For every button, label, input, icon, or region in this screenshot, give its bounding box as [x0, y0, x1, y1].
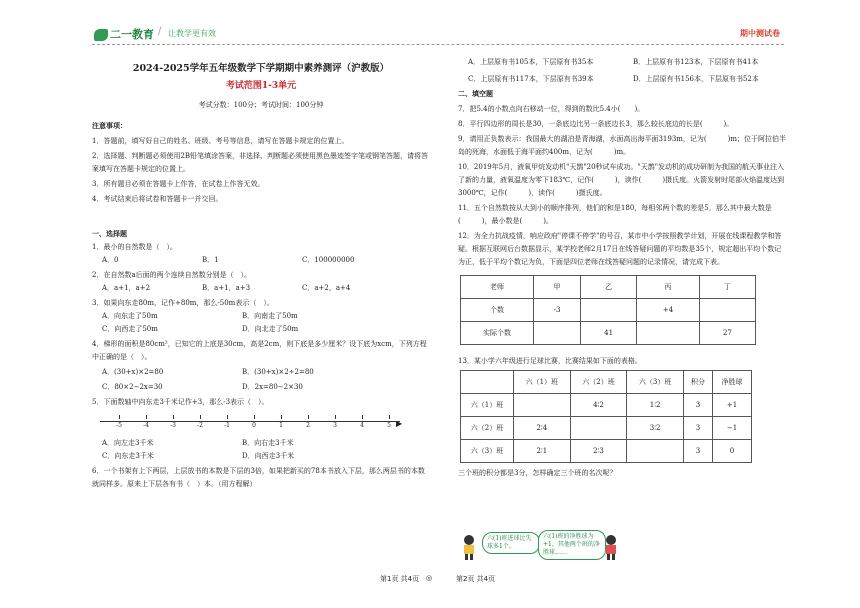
- q3-option-b: B．向南走了50m: [242, 312, 298, 320]
- question-1: 1．最小的自然数是（ ）。: [92, 243, 177, 251]
- q1-option-b: B．1: [202, 256, 219, 264]
- exam-title: 2024-2025学年五年级数学下学期期中素养测评（沪教版）: [132, 63, 390, 74]
- q3-options-ab: [92, 310, 430, 323]
- header-divider: [92, 44, 784, 45]
- q5-option-d: D．向西走3千米: [242, 452, 295, 460]
- question-6: 6．一个书架有上下两层，上层放书的本数是下层的3倍，如果把新买的78本书放入下层，那么两层书的本数就同样多。原来上下层各有书（ ）本。（用方程解）: [92, 467, 425, 488]
- q1-option-a: A．0: [102, 256, 119, 264]
- divider-slash: /: [158, 26, 162, 37]
- notes-title: 注意事项：: [92, 122, 127, 130]
- table-row: 六（3）班 2∶1 2∶3 3 0: [461, 440, 752, 463]
- tick: 5: [382, 412, 396, 432]
- table-q12: [460, 275, 756, 345]
- section-choice: 一、选择题: [92, 230, 127, 238]
- cartoon-illustration: [460, 528, 660, 570]
- question-11: 11．五个自然数按从大到小的顺序排列，他们的和是180，每相邻两个数的差是5，那么其中最大数是( )，最小数是( )。: [458, 204, 772, 225]
- q4-option-b: B．(30+x)×2÷2=80: [242, 368, 314, 376]
- section-fill: 二、填空题: [458, 90, 493, 98]
- tick: -2: [193, 412, 207, 432]
- number-line-arrow: ▶: [396, 419, 403, 428]
- tick: -4: [139, 412, 153, 432]
- q6-options-cd: [458, 73, 788, 86]
- q6-option-d: D．上层原有书156本，下层原有书52本: [633, 75, 759, 83]
- q3-option-c: C．向西走了50m: [102, 325, 158, 333]
- q4-option-a: A．(30+x)×2=80: [102, 368, 164, 376]
- table-q13: [460, 370, 752, 463]
- question-9: 9．请用正负数表示：我国最大的湖泊是青海湖，水面高出海平面3193m，记为( )m；位于阿拉伯半岛的死海，水面低于海平面约400m，记为( )m。: [458, 135, 787, 156]
- q2-option-b: B．a+1，a+3: [202, 284, 251, 292]
- note-3: 3．所有题目必须在答题卡上作答，在试卷上作答无效。: [92, 180, 265, 188]
- q1-options: [92, 254, 430, 267]
- exam-info: 考试分数：100分；考试时间：100分钟: [198, 101, 324, 109]
- table-row: 六（1）班 六（2）班 六（3）班 积分 净胜球: [461, 371, 752, 394]
- q4-options-cd: [92, 381, 430, 394]
- q5-options-ab: [92, 437, 430, 450]
- table-row: 个数 -3 +4: [461, 299, 756, 322]
- question-3: 3．如果向东走80m，记作+80m，那么-50m表示（ ）。: [92, 299, 274, 307]
- tick: -5: [112, 412, 126, 432]
- page-number-right: 第2页 共4页: [456, 575, 496, 583]
- note-2: 2．选择题、判断题必须使用2B铅笔填涂答案，非选择、判断题必须使用黑色墨迹签字笔或钢笔答题，请将答案填写在答题卡规定的位置上。: [92, 152, 429, 173]
- q2-option-c: C．a+2，a+4: [302, 284, 351, 292]
- question-7: 7．把5.4的小数点向右移动一位，得到的数比5.4小( )。: [458, 105, 645, 113]
- note-1: 1．答题前，填写好自己的姓名、班级、考号等信息，请写在答题卡规定的位置上。: [92, 137, 349, 145]
- q4-options-ab: [92, 366, 430, 379]
- q6-options-ab: [458, 56, 788, 69]
- q2-option-a: A．a+1，a+2: [102, 284, 151, 292]
- tick: 1: [274, 412, 288, 432]
- left-column: [92, 50, 430, 491]
- page-header: [0, 0, 860, 50]
- q3-option-d: D．向北走了50m: [242, 325, 299, 333]
- question-13: 13．某小学六年级进行足球比赛，比赛结果如下面的表格。: [458, 357, 642, 365]
- exam-type-label: 期中测试卷: [740, 29, 780, 38]
- question-8: 8．平行四边形的周长是30，一条底边比另一条底边长3，那么较长底边的长是( )。: [458, 120, 734, 128]
- speech-bubble-1: 六(1)班进球比失球多1个。: [482, 532, 540, 554]
- tick: 2: [301, 412, 315, 432]
- q6-option-b: B．上层原有书123本，下层原有书41本: [633, 58, 759, 66]
- tick: 4: [355, 412, 369, 432]
- question-13-prompt: 三个班的积分都是3分，怎样确定三个班的名次呢？: [458, 469, 617, 477]
- exam-scope: 考试范围1-3单元: [225, 81, 297, 91]
- note-4: 4．考试结束后将试卷和答题卡一并交回。: [92, 195, 223, 203]
- q4-option-d: D．2x=80−2×30: [242, 383, 303, 391]
- number-line: [92, 411, 430, 433]
- question-12: 12．为全力抗战疫情，响应政府"停课不停学"的号召，某市中小学按照教学计划，开展在线课程教学和答疑。根据互联网后台数据显示，某学校老师2月17日在线答疑问题的平均数是35个，规定超出平均个数记为正，低于平均个数记为负，下面是四位老师在线答疑问题的记录情况，请完成下表。: [458, 232, 782, 266]
- q3-options-cd: [92, 323, 430, 336]
- binding-mark: ◎: [426, 574, 433, 582]
- q6-option-a: A．上层原有书105本，下层原有书35本: [468, 58, 594, 66]
- question-10: 10．2019年5月，液氧甲烷发动机"天鹊"20秒试车成功。"天鹊"发动机的成功研制为我国的航天事业注入了新的力量，液氧温度为零下183℃，记作( )，读作( )摄氏度。火箭发射时尾部火焰温度达到3000℃，记作( )，读作( )摄氏度。: [458, 163, 785, 197]
- tick: -1: [220, 412, 234, 432]
- tick: 3: [328, 412, 342, 432]
- brand-name: 二一教育: [110, 28, 154, 41]
- student-icon: [602, 534, 620, 560]
- q6-option-c: C．上层原有书117本，下层原有书39本: [468, 75, 594, 83]
- runner-icon: [94, 29, 108, 41]
- q5-option-a: A．向左走3千米: [102, 439, 154, 447]
- q5-option-b: B．向右走3千米: [242, 439, 294, 447]
- table-row: 六（2）班 2∶4 3∶2 3 −1: [461, 417, 752, 440]
- question-5: 5．下面数轴中向东走3千米记作+3，那么-3表示（ ）。: [92, 398, 269, 406]
- q5-options-cd: [92, 450, 430, 463]
- table-row: 实际个数 41 27: [461, 322, 756, 345]
- speech-bubble-2: 六(1)班的净胜球为+1，其他两个班的净胜球……: [538, 530, 606, 560]
- q2-options: [92, 282, 430, 295]
- tick: 0: [247, 412, 261, 432]
- page-number-left: 第1页 共4页: [380, 575, 420, 583]
- brand-logo: [94, 26, 154, 42]
- table-row: 老师 甲 乙 丙 丁: [461, 276, 756, 299]
- q3-option-a: A．向东走了50m: [102, 312, 158, 320]
- student-icon: [460, 534, 478, 560]
- q5-option-c: C．向东走3千米: [102, 452, 154, 460]
- slogan: 让教学更有效: [168, 29, 216, 38]
- q1-option-c: C．100000000: [302, 256, 355, 264]
- q4-option-c: C．80×2−2x=30: [102, 383, 163, 391]
- tick: -3: [166, 412, 180, 432]
- question-2: 2．在自然数a后面的两个连续自然数分别是（ ）。: [92, 271, 252, 279]
- right-column: [458, 50, 788, 480]
- question-4: 4．梯形的面积是80cm²，已知它的上底是30cm，高是2cm，则下底是多少厘米？设下底为xcm，下列方程中正确的是（ ）。: [92, 340, 427, 361]
- table-row: 六（1）班 4∶2 1∶2 3 +1: [461, 394, 752, 417]
